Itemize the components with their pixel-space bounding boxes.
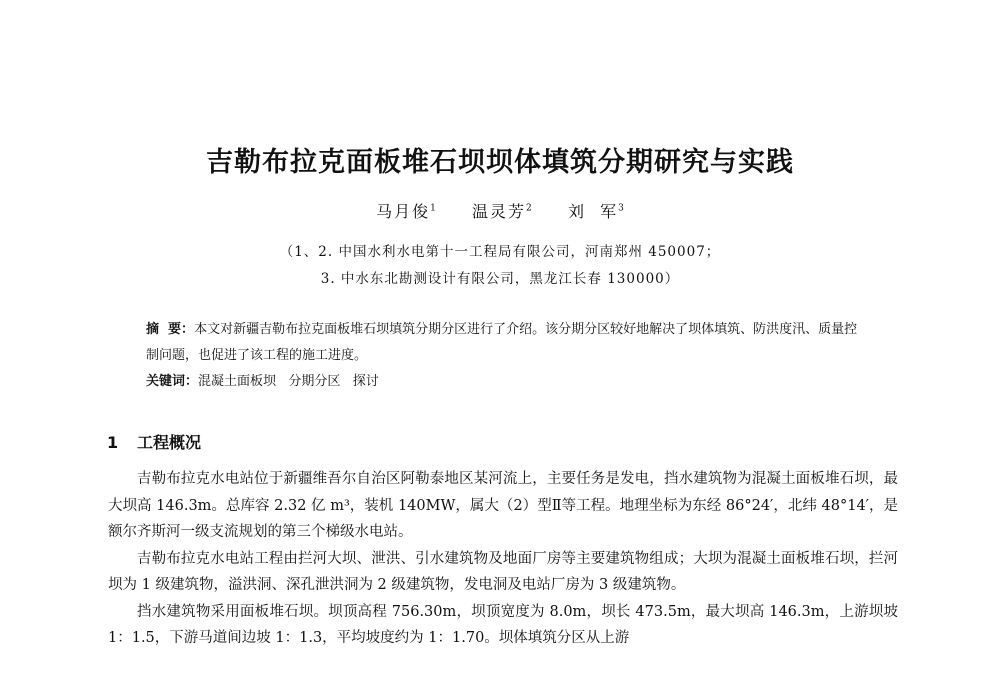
keywords xyxy=(146,369,866,395)
section-heading xyxy=(107,430,201,453)
author-list xyxy=(0,199,1000,222)
author-name: 刘 军 xyxy=(567,202,619,221)
section-body xyxy=(108,466,898,652)
keywords-label: 关键词： xyxy=(146,374,199,389)
author-name: 马月俊 xyxy=(376,202,431,221)
author-affiliation-mark: 1 xyxy=(430,203,436,214)
affiliation-line-1: （1、2. 中国水利水电第十一工程局有限公司，河南郑州 450007； xyxy=(279,244,721,260)
abstract xyxy=(146,317,866,369)
body-paragraph: 吉勒布拉克水电站位于新疆维吾尔自治区阿勒泰地区某河流上，主要任务是发电，挡水建筑物为混凝土面板堆石坝，最大坝高 146.3m。总库容 2.32 亿 m³，装机 140MW，属大（2）型Ⅱ等工程。地理坐标为东经 86°24′，北纬 48°14′，是额尔齐斯河一级支流规划的第三个梯级水电站。 xyxy=(108,471,898,540)
author-affiliation-mark: 2 xyxy=(526,203,532,214)
abstract-text: 本文对新疆吉勒布拉克面板堆石坝填筑分期分区进行了介绍。该分期分区较好地解决了坝体填筑、防洪度汛、质量控制问题，也促进了该工程的施工进度。 xyxy=(146,322,858,363)
section-title: 工程概况 xyxy=(137,433,202,452)
paper-title: 吉勒布拉克面板堆石坝坝体填筑分期研究与实践 xyxy=(206,147,794,178)
author-affiliation-mark: 3 xyxy=(618,203,624,214)
section-number: 1 xyxy=(107,433,119,452)
keywords-text: 混凝土面板坝 分期分区 探讨 xyxy=(198,374,379,389)
abstract-label: 摘 要： xyxy=(146,322,195,337)
author-name: 温灵芳 xyxy=(472,202,527,221)
body-paragraph: 吉勒布拉克水电站工程由拦河大坝、泄洪、引水建筑物及地面厂房等主要建筑物组成；大坝为混凝土面板堆石坝，拦河坝为 1 级建筑物，溢洪洞、深孔泄洪洞为 2 级建筑物，发电洞及电站厂房为 3 级建筑物。 xyxy=(108,550,898,593)
affiliation-line-2: 3. 中水东北勘测设计有限公司，黑龙江长春 130000） xyxy=(320,271,680,287)
body-paragraph: 挡水建筑物采用面板堆石坝。坝顶高程 756.30m，坝顶宽度为 8.0m，坝长 473.5m，最大坝高 146.3m，上游坝坡 1：1.5，下游马道间边坡 1：1.3，平均坡度约为 1：1.70。坝体填筑分区从上游 xyxy=(108,603,898,646)
